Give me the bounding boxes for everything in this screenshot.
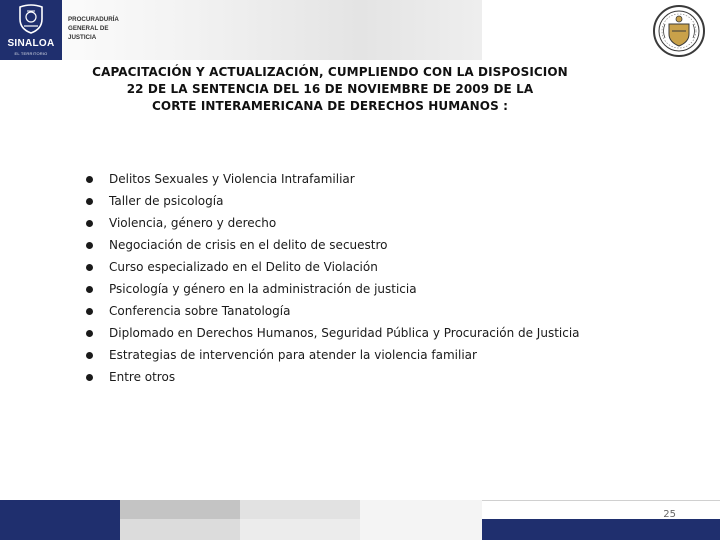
list-item-text: Delitos Sexuales y Violencia Intrafamiliar [109,172,355,186]
list-item [82,256,682,278]
list-item-text: Estrategias de intervención para atender la violencia familiar [109,348,477,362]
list-item-text: Curso especializado en el Delito de Violación [109,260,378,274]
list-item [82,234,682,256]
title-line-2: 22 DE LA SENTENCIA DEL 16 DE NOVIEMBRE DE 2009 DE LA [126,82,534,96]
footer-bar-white [482,500,720,519]
bullet-icon [86,176,93,183]
footer-bar-navy-right [482,519,720,540]
institutional-seal-icon [652,4,706,58]
title-line-1: CAPACITACIÓN Y ACTUALIZACIÓN, CUMPLIENDO CON LA DISPOSICION [92,65,568,79]
bullet-icon [86,352,93,359]
list-item [82,300,682,322]
organization-line-3: JUSTICIA [68,34,97,41]
list-item-text: Negociación de crisis en el delito de secuestro [109,238,388,252]
list-item [82,366,682,388]
header [0,0,720,60]
footer-bar-light [360,500,482,540]
list-item [82,212,682,234]
footer-bar-navy [0,500,120,540]
slide-title [80,64,580,115]
list-item [82,344,682,366]
footer [0,500,720,540]
list-item [82,278,682,300]
bullet-icon [86,308,93,315]
footer-bar-gray [240,500,360,519]
list-item-text: Taller de psicología [109,194,224,208]
list-item-text: Conferencia sobre Tanatología [109,304,291,318]
training-list [82,168,682,388]
footer-bar-gray [120,500,240,519]
title-line-3: CORTE INTERAMERICANA DE DERECHOS HUMANOS : [151,99,508,113]
list-item [82,168,682,190]
list-item [82,190,682,212]
sinaloa-logo [0,0,62,60]
bullet-icon [86,330,93,337]
bullet-icon [86,242,93,249]
page-number: 25 [663,509,676,520]
logo-motto: EL TERRITORIO [14,51,48,56]
bullet-icon [86,286,93,293]
footer-bar-gray [240,519,360,540]
state-shield-icon [18,4,44,34]
bullet-icon [86,264,93,271]
list-item [82,322,682,344]
list-item-text: Psicología y género en la administración de justicia [109,282,417,296]
organization-line-2: GENERAL DE [68,25,109,32]
list-item-text: Violencia, género y derecho [109,216,277,230]
list-item-text: Entre otros [109,370,176,384]
list-item-text: Diplomado en Derechos Humanos, Seguridad Pública y Procuración de Justicia [109,326,580,340]
logo-state-name: SINALOA [7,38,55,49]
bullet-icon [86,374,93,381]
footer-bar-gray [120,519,240,540]
bullet-icon [86,220,93,227]
organization-name [68,15,138,42]
bullet-icon [86,198,93,205]
organization-line-1: PROCURADURÍA [68,16,119,23]
